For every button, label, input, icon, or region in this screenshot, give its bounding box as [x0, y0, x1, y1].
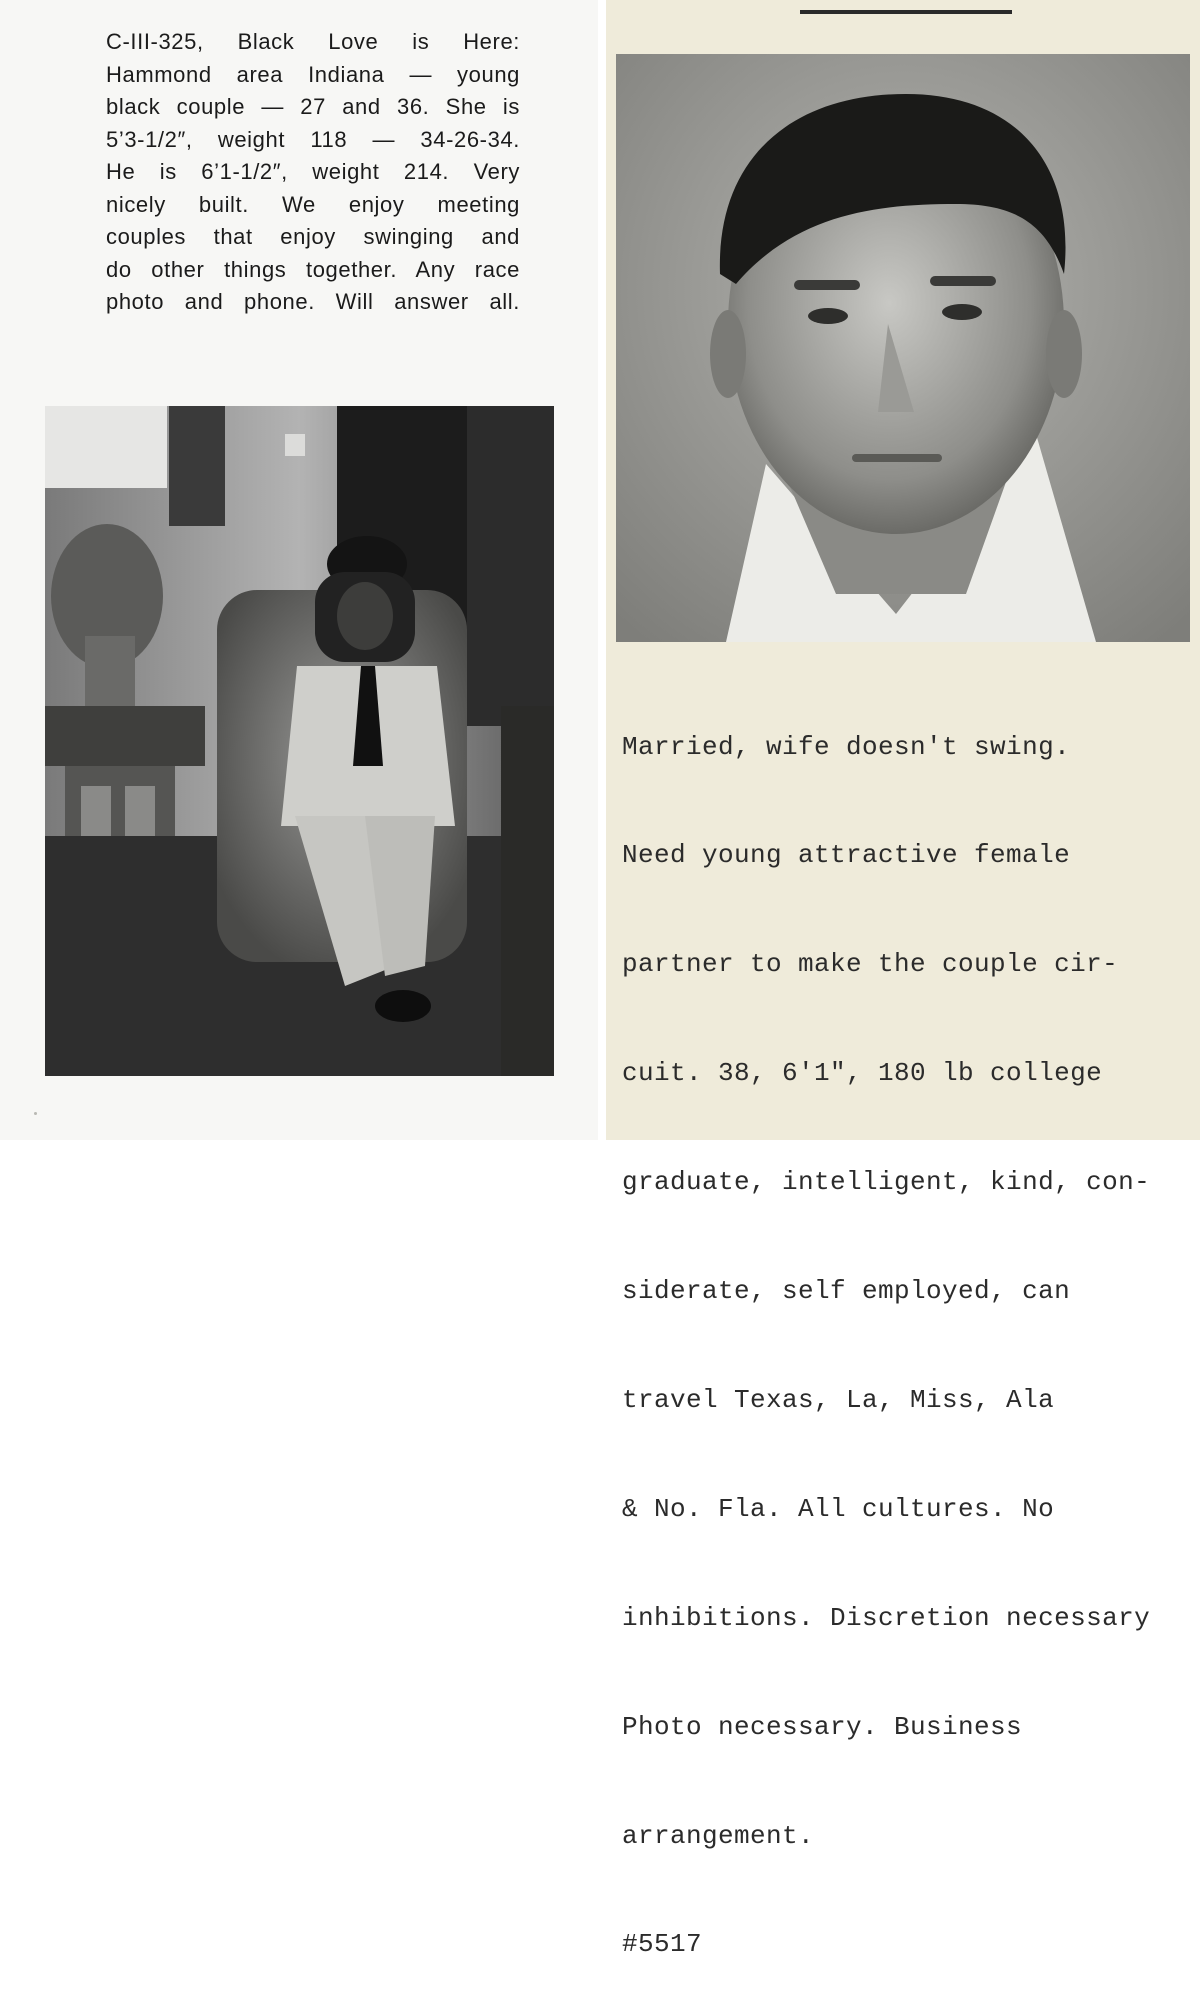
right-ad-line: arrangement. — [622, 1820, 815, 1851]
right-ad-line: inhibitions. Discretion necessary — [622, 1602, 1151, 1633]
right-ad-text — [622, 656, 1194, 1999]
left-ad-line: black couple — 27 and 36. She is — [106, 94, 520, 119]
right-ad-line: cuit. 38, 6'1", 180 lb college — [622, 1058, 1103, 1089]
portrait-photo — [616, 54, 1190, 642]
right-ad-line: Need young attractive female — [622, 840, 1071, 871]
right-ad-line: graduate, intelligent, kind, con- — [622, 1167, 1151, 1198]
left-ad-line: He is 6’1-1/2″, weight 214. Very — [106, 159, 520, 184]
left-ad-line: photo and phone. Will answer all. — [106, 289, 520, 314]
left-ad-line: 5’3-1/2″, weight 118 — 34-26-34. — [106, 126, 520, 152]
left-ad-line: C-III-325, Black Love is Here: — [106, 29, 520, 54]
top-rule — [800, 10, 1012, 14]
left-ad-line: nicely built. We enjoy meeting — [106, 191, 520, 217]
right-ad-line: partner to make the couple cir- — [622, 949, 1119, 980]
paper-speck — [34, 1112, 37, 1115]
ad-reference-number: #5517 — [622, 1929, 703, 1960]
left-ad-line: do other things together. Any race — [106, 256, 520, 282]
right-ad-line: Married, wife doesn't swing. — [622, 731, 1071, 762]
right-ad-line: siderate, self employed, can — [622, 1276, 1071, 1307]
right-ad-line: & No. Fla. All cultures. No — [622, 1493, 1055, 1524]
right-ad-line: Photo necessary. Business — [622, 1711, 1023, 1742]
seated-man-photo — [45, 406, 554, 1076]
left-ad-line: Hammond area Indiana — young — [106, 61, 520, 87]
left-ad-line: couples that enjoy swinging and — [106, 224, 520, 249]
right-ad-line: travel Texas, La, Miss, Ala — [622, 1384, 1055, 1415]
clipping-divider — [598, 0, 606, 1140]
left-ad-text — [106, 26, 520, 319]
